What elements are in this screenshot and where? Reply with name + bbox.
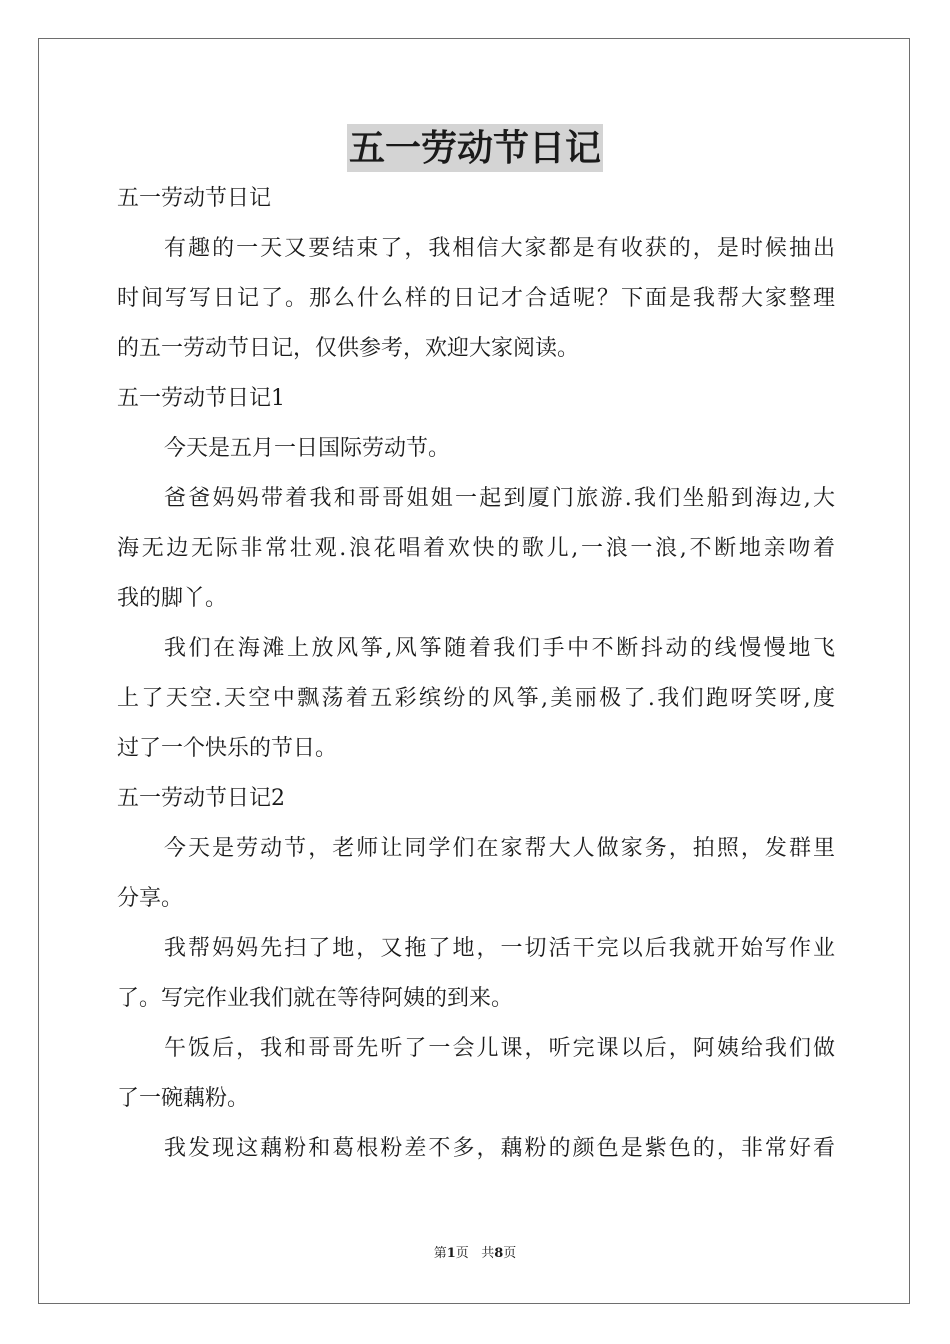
page-prefix: 第: [433, 1246, 447, 1261]
current-page-number: 1: [446, 1246, 456, 1261]
text-line: 过了一个快乐的节日。: [117, 736, 338, 761]
text-line: 上了天空.天空中飘荡着五彩缤纷的风筝,美丽极了.我们跑呀笑呀,度: [117, 686, 835, 711]
text-line: 的五一劳动节日记，仅供参考，欢迎大家阅读。: [117, 336, 580, 361]
text-line: 五一劳动节日记1: [117, 386, 285, 411]
total-prefix: 共: [481, 1246, 495, 1261]
text-line: 了一碗藕粉。: [117, 1086, 250, 1111]
text-line: 今天是五月一日国际劳动节。: [164, 436, 451, 461]
text-line: 五一劳动节日记: [117, 186, 272, 211]
text-line: 今天是劳动节，老师让同学们在家帮大人做家务，拍照，发群里: [164, 836, 835, 861]
document-title: 五一劳动节日记: [347, 124, 603, 172]
total-page-count: 8: [494, 1246, 504, 1261]
text-line: 我们在海滩上放风筝,风筝随着我们手中不断抖动的线慢慢地飞: [164, 636, 835, 661]
text-line: 我帮妈妈先扫了地，又拖了地，一切活干完以后我就开始写作业: [164, 936, 835, 961]
text-line: 五一劳动节日记2: [117, 786, 285, 811]
text-line: 分享。: [117, 886, 184, 911]
text-line: 午饭后，我和哥哥先听了一会儿课，听完课以后，阿姨给我们做: [164, 1036, 835, 1061]
text-line: 了。写完作业我们就在等待阿姨的到来。: [117, 986, 514, 1011]
total-suffix: 页: [503, 1246, 517, 1261]
text-line: 我的脚丫。: [117, 586, 228, 611]
page-footer: [0, 1244, 950, 1264]
document-body: [117, 174, 835, 1174]
text-line: 海无边无际非常壮观.浪花唱着欢快的歌儿,一浪一浪,不断地亲吻着: [117, 536, 835, 561]
text-line: 我发现这藕粉和葛根粉差不多，藕粉的颜色是紫色的，非常好看: [164, 1136, 835, 1161]
text-line: 时间写写日记了。那么什么样的日记才合适呢？下面是我帮大家整理: [117, 286, 835, 311]
title-container: [0, 124, 950, 172]
text-line: 有趣的一天又要结束了，我相信大家都是有收获的，是时候抽出: [164, 236, 835, 261]
page-suffix: 页: [455, 1246, 469, 1261]
text-line: 爸爸妈妈带着我和哥哥姐姐一起到厦门旅游.我们坐船到海边,大: [164, 486, 835, 511]
